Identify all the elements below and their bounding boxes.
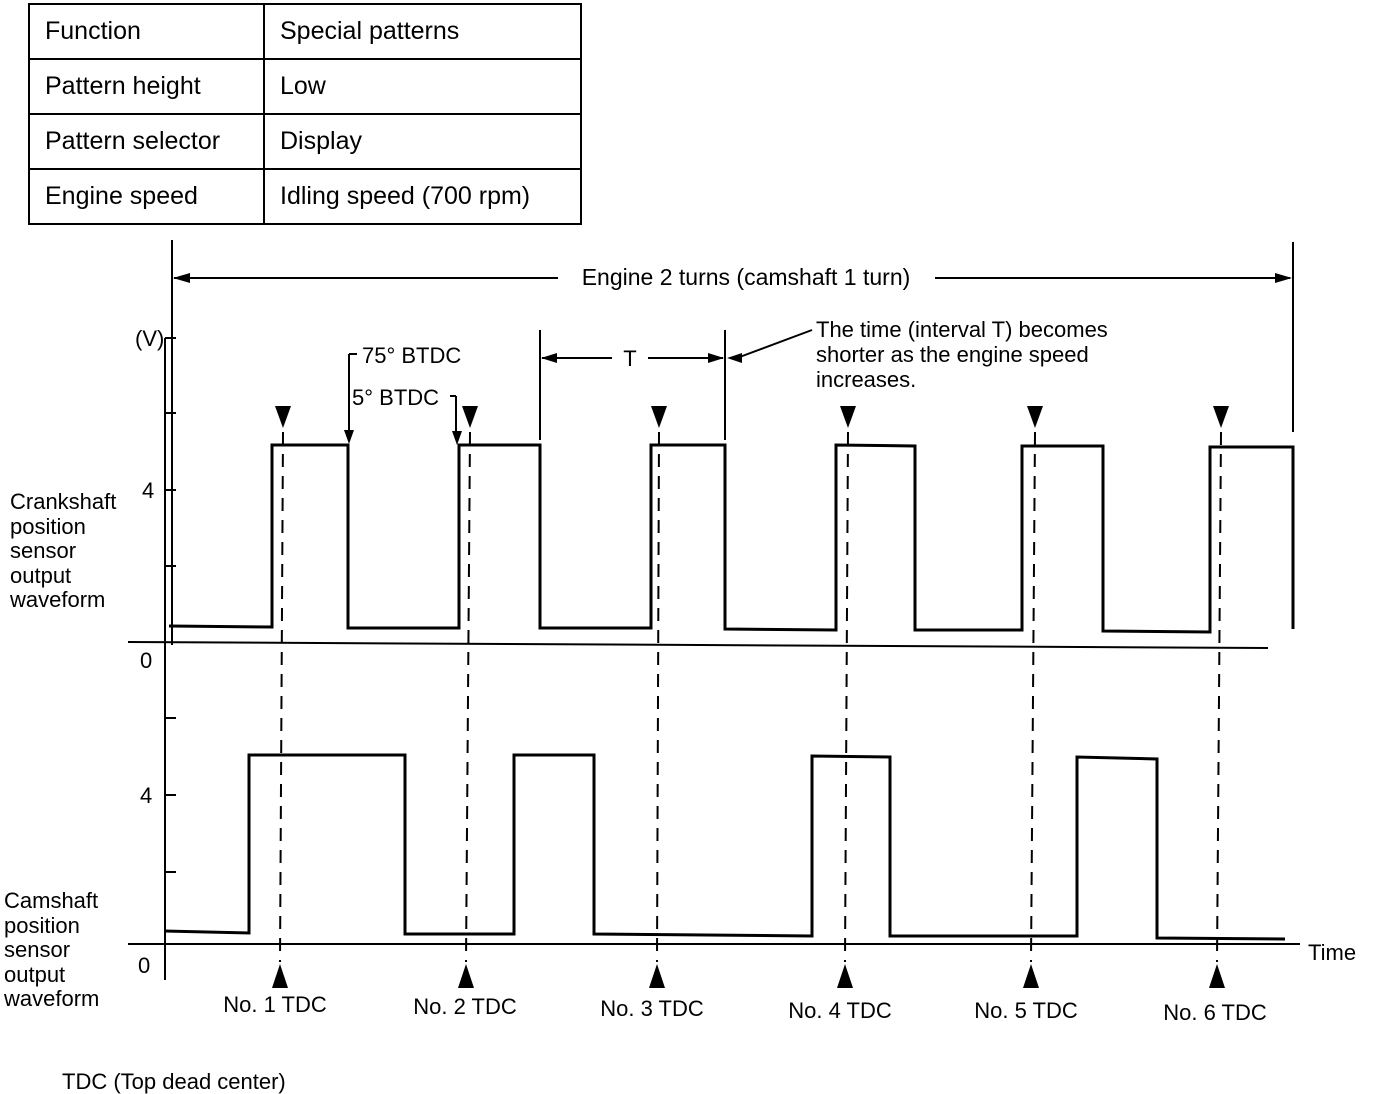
- crank-label-line: position: [10, 514, 86, 539]
- interval-arrow-left: [541, 353, 557, 363]
- tick-label-0: 0: [140, 648, 153, 673]
- tdc-label: No. 6 TDC: [1163, 1000, 1267, 1025]
- tdc-label: No. 1 TDC: [223, 992, 327, 1017]
- tdc-arrow-up: [837, 964, 853, 988]
- tdc-label: No. 5 TDC: [974, 998, 1078, 1023]
- tdc-label: No. 3 TDC: [600, 996, 704, 1021]
- tdc-arrow-down: [840, 406, 856, 428]
- btdc-5-marker: [450, 396, 456, 432]
- crank-label-line: Crankshaft: [10, 489, 117, 514]
- span-label: Engine 2 turns (camshaft 1 turn): [581, 264, 911, 290]
- tick-label-4: 4: [142, 478, 155, 503]
- interval-arrow-out: [727, 353, 742, 363]
- setting-label: Pattern height: [29, 59, 264, 114]
- tdc-arrow-down: [462, 406, 478, 428]
- interval-note-line-1: The time (interval T) becomes: [816, 317, 1108, 342]
- tdc-arrow-up: [1023, 964, 1039, 988]
- voltage-unit: (V): [135, 326, 165, 351]
- tdc-arrow-down: [651, 406, 667, 428]
- setting-value: Display: [264, 114, 581, 169]
- interval-label: T: [623, 346, 637, 371]
- tdc-bottom-arrows: [272, 964, 1225, 988]
- tdc-arrow-up: [1209, 964, 1225, 988]
- cam-label-line: Camshaft: [4, 888, 99, 913]
- cam-label-line: output: [4, 962, 66, 987]
- interval-arrow-right: [708, 353, 724, 363]
- engine-span: [172, 240, 1293, 645]
- camshaft-waveform: [164, 755, 1285, 939]
- interval-note-line-3: increases.: [816, 367, 917, 392]
- tdc-arrow-up: [458, 964, 474, 988]
- tdc-arrow-down: [1213, 406, 1229, 428]
- interval-note-line-2: shorter as the engine speed: [816, 342, 1089, 367]
- tdc-label: No. 4 TDC: [788, 998, 892, 1023]
- tdc-arrow-up: [649, 964, 665, 988]
- time-label: Time: [1308, 940, 1357, 965]
- cam-label-line: waveform: [4, 986, 100, 1011]
- setting-value: Special patterns: [264, 4, 581, 59]
- setting-label: Engine speed: [29, 169, 264, 224]
- setting-label: Pattern selector: [29, 114, 264, 169]
- tick-label-4: 4: [140, 783, 153, 808]
- tdc-arrow-down: [1027, 406, 1043, 428]
- voltage-axis: [165, 338, 176, 980]
- btdc-75-arrow: [344, 430, 354, 444]
- tdc-guide-lines: [280, 432, 1221, 962]
- camshaft-label: [3, 888, 99, 1011]
- span-arrow-left: [173, 273, 190, 283]
- tick-label-0: 0: [138, 953, 151, 978]
- setting-value: Low: [264, 59, 581, 114]
- cam-label-line: sensor: [4, 937, 71, 962]
- crankshaft-waveform: [169, 445, 1293, 632]
- crank-label-line: waveform: [10, 587, 106, 612]
- btdc-5-label: 5° BTDC: [352, 385, 440, 410]
- btdc-5-arrow: [452, 431, 462, 445]
- interval-t-marker: [540, 330, 812, 440]
- footnote: TDC (Top dead center): [62, 1069, 286, 1094]
- crankshaft-label: [9, 489, 116, 612]
- cam-label-line: position: [4, 913, 80, 938]
- crank-label-line: output: [10, 563, 72, 588]
- crank-label-line: sensor: [10, 538, 77, 563]
- tdc-arrow-up: [272, 964, 288, 988]
- span-arrow-right: [1275, 273, 1292, 283]
- setting-value: Idling speed (700 rpm): [264, 169, 581, 224]
- tdc-arrow-down: [275, 406, 291, 428]
- setting-label: Function: [29, 4, 264, 59]
- tdc-label: No. 2 TDC: [413, 994, 517, 1019]
- btdc-75-label: 75° BTDC: [362, 343, 462, 368]
- crank-baseline: [128, 642, 1268, 648]
